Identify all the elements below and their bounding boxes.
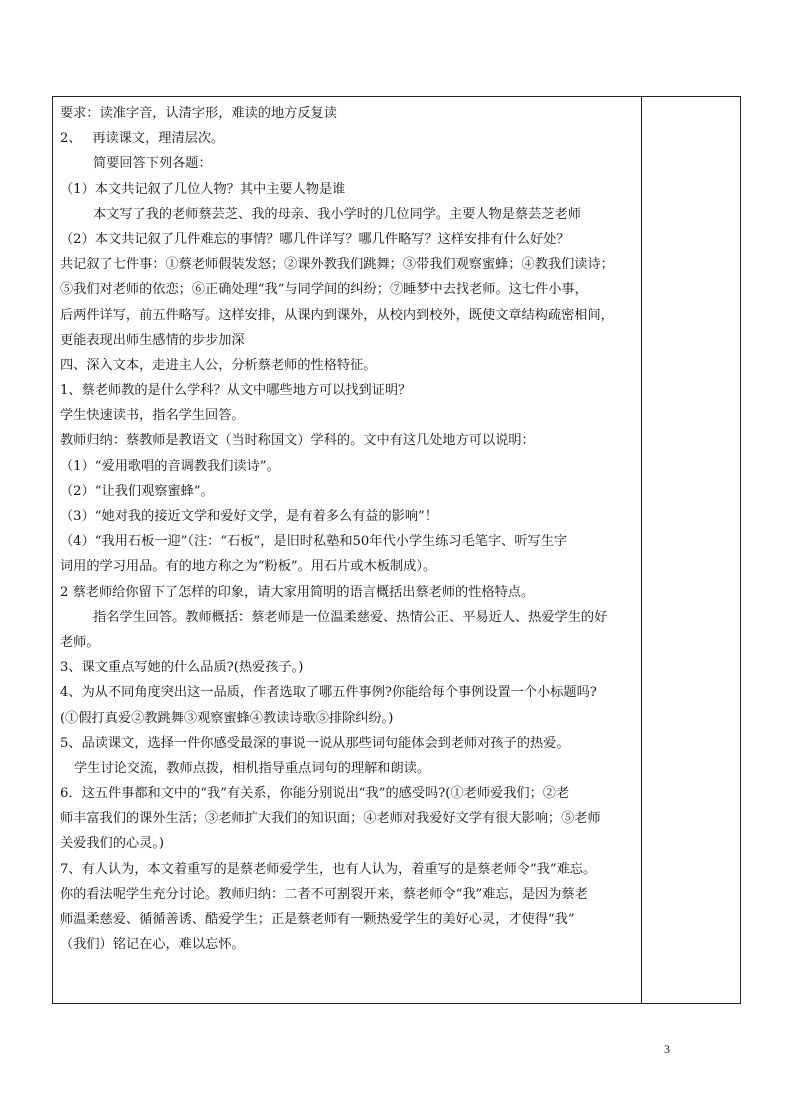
lesson-table	[52, 96, 741, 1004]
text-line: （我们）铭记在心，难以忘怀。	[60, 937, 245, 953]
text-line: 2、 再读课文，理清层次。	[60, 131, 225, 147]
text-line: （1）本文共记叙了几位人物？其中主要人物是谁	[60, 181, 346, 197]
text-line: 学生快速读书，指名学生回答。	[60, 408, 245, 424]
column-divider	[641, 97, 642, 1003]
text-line: 5、品读课文，选择一件你感受最深的事说一说从那些词句能体会到老师对孩子的热爱。	[60, 735, 570, 751]
text-line: 要求：读准字音，认清字形，难读的地方反复读	[60, 106, 337, 121]
text-line: （4）“我用石板一迎”（注：“石板”，是旧时私塾和50年代小学生练习毛笔字、听写生字	[60, 534, 568, 550]
text-line: 后两件详写，前五件略写。这样安排，从课内到课外，从校内到校外，既使文章结构疏密相间，	[60, 307, 614, 323]
text-line: （2）“让我们观察蜜蜂”。	[60, 483, 214, 499]
text-line: ⑤我们对老师的依恋；⑥正确处理“我”与同学间的纠纷；⑦睡梦中去找老师。这七件小事，	[60, 282, 588, 298]
text-line: 简要回答下列各题：	[93, 156, 212, 172]
text-line: 教师归纳：蔡教师是教语文（当时称国文）学科的。文中有这几处地方可以说明：	[60, 433, 535, 449]
text-line: 学生讨论交流，教师点拨，相机指导重点词句的理解和朗读。	[74, 760, 431, 776]
page-number: 3	[664, 1042, 670, 1056]
text-line: 四、深入文本，走进主人公，分析蔡老师的性格特征。	[60, 357, 377, 373]
text-line: （3）“她对我的接近文学和爱好文学，是有着多么有益的影响”！	[60, 509, 438, 524]
text-line: 师丰富我们的课外生活；③老师扩大我们的知识面；④老师对我爱好文学有很大影响；⑤老师	[60, 811, 601, 827]
text-line: 本文写了我的老师蔡芸芝、我的母亲、我小学时的几位同学。主要人物是蔡芸芝老师	[93, 206, 581, 222]
text-line: （2）本文共记叙了几件难忘的事情？哪几件详写？哪几件略写？这样安排有什么好处？	[60, 231, 570, 247]
text-line: 更能表现出师生感情的步步加深	[60, 332, 245, 348]
text-line: 4、为从不同角度突出这一品质，作者选取了哪五件事例?你能给每个事例设置一个小标题吗?	[60, 685, 597, 701]
lesson-content	[60, 101, 638, 957]
text-line: 指名学生回答。教师概括：蔡老师是一位温柔慈爱、热情公正、平易近人、热爱学生的好	[93, 609, 608, 625]
text-line: 关爱我们的心灵。)	[60, 836, 165, 852]
text-line: 7、有人认为，本文着重写的是蔡老师爱学生，也有人认为，着重写的是蔡老师令“我”难忘。	[60, 861, 597, 877]
text-line: 老师。	[60, 634, 100, 650]
text-line: 师温柔慈爱、循循善诱、酷爱学生；正是蔡老师有一颗热爱学生的美好心灵，才使得“我”	[60, 912, 575, 927]
text-line: 6．这五件事都和文中的“我”有关系，你能分别说出“我”的感受吗?(①老师爱我们；②老	[60, 786, 570, 802]
text-line: （1）“爱用歌唱的音调教我们读诗”。	[60, 458, 280, 474]
text-line: 共记叙了七件事：①蔡老师假装发怒；②课外教我们跳舞；③带我们观察蜜蜂；④教我们读诗；	[60, 257, 614, 273]
text-line: 1、蔡老师教的是什么学科？从文中哪些地方可以找到证明？	[60, 383, 412, 399]
text-line: (①假打真爱②教跳舞③观察蜜蜂④教读诗歌⑤排除纠纷。)	[60, 710, 394, 726]
text-line: 词用的学习用品。有的地方称之为“粉板”。用石片或木板制成）。	[60, 559, 437, 575]
text-line: 2 蔡老师给你留下了怎样的印象，请大家用简明的语言概括出蔡老师的性格特点。	[60, 584, 535, 600]
text-line: 3、课文重点写她的什么品质?(热爱孩子。)	[60, 660, 304, 676]
text-line: 你的看法呢学生充分讨论。教师归纳：二者不可割裂开来，蔡老师令“我”难忘，是因为蔡老	[60, 886, 588, 902]
